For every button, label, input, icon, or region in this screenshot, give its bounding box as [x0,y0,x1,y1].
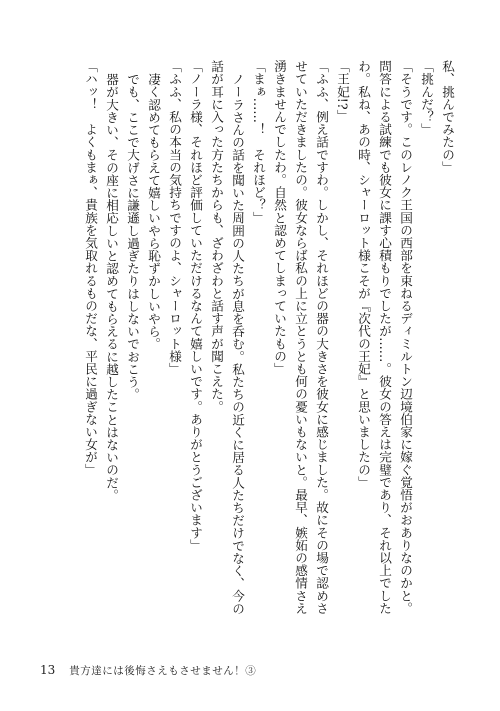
paragraph-5: 「ふふ、例え話ですわ。しかし、それほどの器の大きさを彼女に感じました。故にその場で認めさせていただきましたの。彼女ならば私の上に立とうとも何の憂いもないと。最早、嫉妬の感情さえ湧きませんでしたわ。自然と認めてしまっていたもの」 [272,60,329,615]
page-footer [40,660,256,680]
book-title: 貴方達には後悔さえもさせません！③ [69,664,257,677]
paragraph-9: 「ふふ、私の本当の気持ちですのよ、シャーロット様」 [167,60,182,375]
paragraph-4: 「王妃!?」 [335,60,350,123]
paragraph-10: 凄く認めてもらえて嬉しいやら恥ずかしいやら。 [146,72,161,350]
paragraph-3: 「そうです。このレノク王国の西部を束ねるディミルトン辺境伯家に嫁ぐ覚悟がおありなのかと。問答による試練でも彼女に課す心積もりでしたが……。彼女の答えは完璧であり、それ以上でしたわ。私ね、あの時、シャーロット様こそが『次代の王妃』と思いましたの」 [356,60,413,615]
paragraph-2: 「挑んだ？」 [419,60,434,136]
paragraph-13: 「ハッ！ よくもまぁ、貴族を気取れるものだな、平民に過ぎない女が」 [83,60,98,476]
body-text [38,60,458,620]
paragraph-7: ノーラさんの話を聞いた周囲の人たちが息を呑む。私たちの近くに居る人たちだけでなく、今の話が耳に入った方たちからも、ざわざわと話す声が聞こえた。 [209,60,245,615]
paragraph-6: 「まぁ……！ それほど？」 [251,60,266,224]
paragraph-8: 「ノーラ様、それほど評価していただけるなんて嬉しいです。ありがとうございます」 [188,60,203,552]
page-number: 13 [40,663,56,677]
paragraph-1: 私、挑んでみたの」 [440,60,455,174]
paragraph-11: でも、ここで大げさに謙遜し過ぎたりはしないでおこう。 [125,72,140,401]
paragraph-12: 器が大きい、その座に相応しいと認めてもらえるに越したことはないのだ。 [104,72,119,501]
